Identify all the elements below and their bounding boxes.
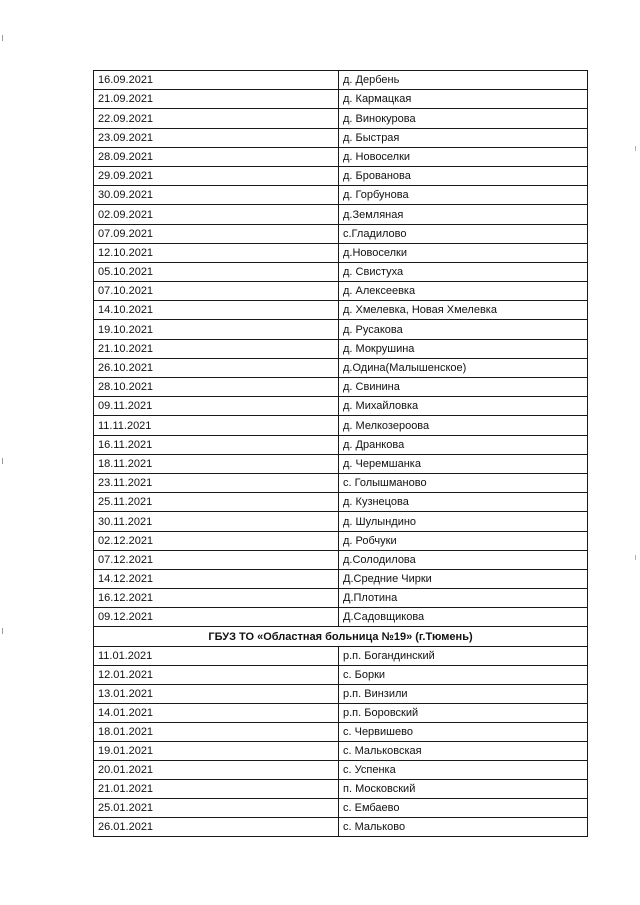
- settlement-cell: д.Новоселки: [339, 243, 588, 262]
- date-cell: 13.01.2021: [94, 684, 339, 703]
- scan-artifact: [2, 35, 3, 41]
- date-cell: 28.10.2021: [94, 378, 339, 397]
- table-row: [94, 569, 588, 588]
- settlement-cell: д. Брованова: [339, 166, 588, 185]
- table-row: [94, 301, 588, 320]
- settlement-cell: с. Успенка: [339, 760, 588, 779]
- date-cell: 26.01.2021: [94, 817, 339, 836]
- date-cell: 14.10.2021: [94, 301, 339, 320]
- table-row: [94, 703, 588, 722]
- settlement-cell: д. Свистуха: [339, 262, 588, 281]
- table-row: [94, 397, 588, 416]
- table-row: [94, 741, 588, 760]
- date-cell: 26.10.2021: [94, 358, 339, 377]
- settlement-cell: д. Свинина: [339, 378, 588, 397]
- date-cell: 30.11.2021: [94, 512, 339, 531]
- date-cell: 21.01.2021: [94, 779, 339, 798]
- table-row: [94, 646, 588, 665]
- date-cell: 02.09.2021: [94, 205, 339, 224]
- table-row: [94, 378, 588, 397]
- settlement-cell: д. Быстрая: [339, 128, 588, 147]
- date-cell: 18.11.2021: [94, 454, 339, 473]
- section-heading: ГБУЗ ТО «Областная больница №19» (г.Тюмень): [94, 627, 588, 646]
- settlement-cell: д. Мелкозероова: [339, 416, 588, 435]
- settlement-cell: с. Мальково: [339, 817, 588, 836]
- table-row: [94, 416, 588, 435]
- date-cell: 28.09.2021: [94, 147, 339, 166]
- date-cell: 21.09.2021: [94, 90, 339, 109]
- date-cell: 16.11.2021: [94, 435, 339, 454]
- settlement-cell: с. Червишево: [339, 722, 588, 741]
- date-cell: 14.01.2021: [94, 703, 339, 722]
- table-row: [94, 684, 588, 703]
- date-cell: 18.01.2021: [94, 722, 339, 741]
- date-cell: 16.12.2021: [94, 589, 339, 608]
- settlement-cell: п. Московский: [339, 779, 588, 798]
- date-cell: 16.09.2021: [94, 71, 339, 90]
- table-row: [94, 608, 588, 627]
- settlement-cell: р.п. Винзили: [339, 684, 588, 703]
- settlement-cell: с. Голышманово: [339, 473, 588, 492]
- table-row: [94, 493, 588, 512]
- table-row: [94, 205, 588, 224]
- table-row: [94, 722, 588, 741]
- date-cell: 09.11.2021: [94, 397, 339, 416]
- date-cell: 09.12.2021: [94, 608, 339, 627]
- section-heading-row: [94, 627, 588, 646]
- table-row: [94, 262, 588, 281]
- settlement-cell: д. Кармацкая: [339, 90, 588, 109]
- date-cell: 05.10.2021: [94, 262, 339, 281]
- settlement-cell: д.Одина(Малышенское): [339, 358, 588, 377]
- settlement-cell: с. Борки: [339, 665, 588, 684]
- settlement-cell: с. Мальковская: [339, 741, 588, 760]
- settlement-cell: д. Горбунова: [339, 186, 588, 205]
- date-cell: 11.11.2021: [94, 416, 339, 435]
- settlement-cell: Д.Средние Чирки: [339, 569, 588, 588]
- schedule-table: [93, 70, 588, 837]
- date-cell: 22.09.2021: [94, 109, 339, 128]
- date-cell: 30.09.2021: [94, 186, 339, 205]
- settlement-cell: Д.Плотина: [339, 589, 588, 608]
- date-cell: 23.09.2021: [94, 128, 339, 147]
- settlement-cell: д. Мокрушина: [339, 339, 588, 358]
- date-cell: 23.11.2021: [94, 473, 339, 492]
- table-row: [94, 589, 588, 608]
- settlement-cell: д. Дранкова: [339, 435, 588, 454]
- table-row: [94, 435, 588, 454]
- table-row: [94, 243, 588, 262]
- settlement-cell: д.Солодилова: [339, 550, 588, 569]
- table-row: [94, 224, 588, 243]
- table-row: [94, 166, 588, 185]
- date-cell: 14.12.2021: [94, 569, 339, 588]
- table-row: [94, 512, 588, 531]
- date-cell: 07.09.2021: [94, 224, 339, 243]
- settlement-cell: д. Новоселки: [339, 147, 588, 166]
- table-row: [94, 147, 588, 166]
- date-cell: 25.11.2021: [94, 493, 339, 512]
- table-row: [94, 282, 588, 301]
- date-cell: 21.10.2021: [94, 339, 339, 358]
- settlement-cell: д. Михайловка: [339, 397, 588, 416]
- settlement-cell: Д.Садовщикова: [339, 608, 588, 627]
- table-row: [94, 90, 588, 109]
- table-row: [94, 550, 588, 569]
- settlement-cell: р.п. Богандинский: [339, 646, 588, 665]
- table-row: [94, 531, 588, 550]
- table-row: [94, 186, 588, 205]
- date-cell: 02.12.2021: [94, 531, 339, 550]
- settlement-cell: с.Гладилово: [339, 224, 588, 243]
- table-row: [94, 760, 588, 779]
- settlement-cell: д. Хмелевка, Новая Хмелевка: [339, 301, 588, 320]
- date-cell: 07.10.2021: [94, 282, 339, 301]
- table-row: [94, 473, 588, 492]
- settlement-cell: с. Ембаево: [339, 798, 588, 817]
- table-row: [94, 665, 588, 684]
- settlement-cell: д. Винокурова: [339, 109, 588, 128]
- scan-artifact: [635, 555, 636, 560]
- settlement-cell: р.п. Боровский: [339, 703, 588, 722]
- scan-artifact: [2, 628, 3, 634]
- settlement-cell: д. Черемшанка: [339, 454, 588, 473]
- table-row: [94, 109, 588, 128]
- date-cell: 25.01.2021: [94, 798, 339, 817]
- date-cell: 19.01.2021: [94, 741, 339, 760]
- date-cell: 29.09.2021: [94, 166, 339, 185]
- settlement-cell: д. Робчуки: [339, 531, 588, 550]
- date-cell: 11.01.2021: [94, 646, 339, 665]
- table-row: [94, 798, 588, 817]
- settlement-cell: д. Шулындино: [339, 512, 588, 531]
- scan-artifact: [635, 146, 636, 151]
- table-row: [94, 779, 588, 798]
- date-cell: 12.10.2021: [94, 243, 339, 262]
- date-cell: 19.10.2021: [94, 320, 339, 339]
- date-cell: 07.12.2021: [94, 550, 339, 569]
- settlement-cell: д.Земляная: [339, 205, 588, 224]
- schedule-table-body: [94, 71, 588, 837]
- date-cell: 20.01.2021: [94, 760, 339, 779]
- date-cell: 12.01.2021: [94, 665, 339, 684]
- table-row: [94, 339, 588, 358]
- scan-artifact: [2, 458, 3, 464]
- settlement-cell: д. Алексеевка: [339, 282, 588, 301]
- settlement-cell: д. Русакова: [339, 320, 588, 339]
- settlement-cell: д. Кузнецова: [339, 493, 588, 512]
- table-row: [94, 358, 588, 377]
- settlement-cell: д. Дербень: [339, 71, 588, 90]
- table-row: [94, 128, 588, 147]
- table-row: [94, 320, 588, 339]
- table-row: [94, 454, 588, 473]
- table-row: [94, 817, 588, 836]
- table-row: [94, 71, 588, 90]
